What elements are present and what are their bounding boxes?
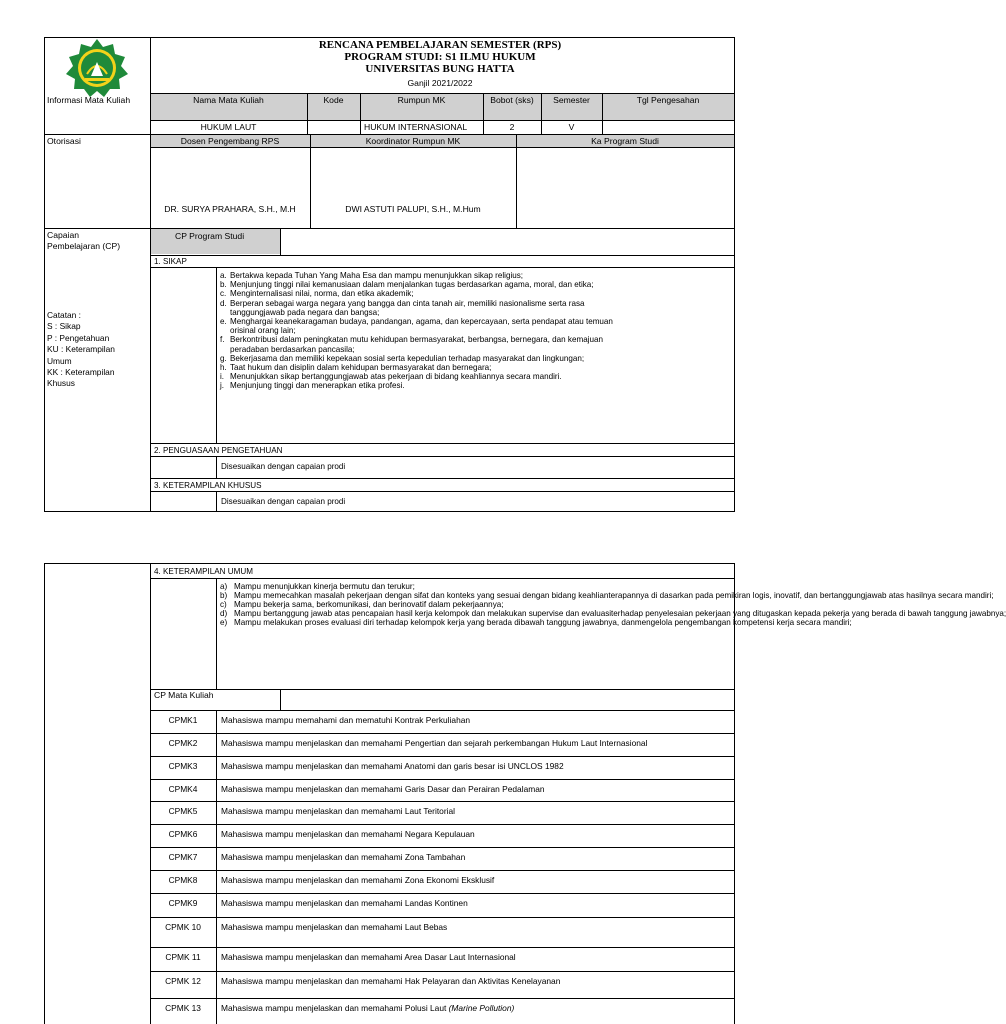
cpmk-description-text: Mahasiswa mampu menjelaskan dan memahami Laut Bebas [221, 922, 448, 932]
otorisasi-label: Otorisasi [47, 136, 81, 146]
list-item-text: Menunjukkan sikap bertanggungjawab atas pekerjaan di bidang keahliannya secara mandiri. [230, 372, 562, 382]
cpmk-description-text: Mahasiswa mampu menjelaskan dan memahami Zona Ekonomi Eksklusif [221, 875, 495, 885]
list-marker: a) [220, 582, 228, 591]
cpmk-row-divider [150, 779, 735, 780]
cp-note-line: KK : Keterampilan [47, 367, 115, 378]
cpmk-code: CPMK9 [168, 898, 198, 908]
pengetahuan-text: Disesuaikan dengan capaian prodi [221, 462, 346, 471]
cpmk-code: CPMK2 [168, 738, 198, 748]
col-tgl: Tgl Pengesahan [636, 95, 700, 105]
doc-title-line1: RENCANA PEMBELAJARAN SEMESTER (RPS) [318, 39, 562, 51]
col-nama-mk: Nama Mata Kuliah [193, 95, 264, 105]
list-item [220, 600, 1006, 609]
cpmk-description [221, 738, 647, 748]
cpmk-row-divider [150, 870, 735, 871]
cp-note-line: S : Sikap [47, 321, 81, 332]
list-item [220, 363, 613, 372]
col-semester: Semester [553, 95, 590, 105]
list-item [220, 609, 1006, 618]
cpmk-row-divider [150, 998, 735, 999]
cpmk-code: CPMK3 [168, 761, 198, 771]
val-koordinator: DWI ASTUTI PALUPI, S.H., M.Hum [345, 204, 481, 214]
list-item [220, 299, 613, 317]
cpmk-code: CPMK 12 [165, 976, 201, 986]
cpmk-description-text: Mahasiswa mampu menjelaskan dan memahami Landas Kontinen [221, 898, 468, 908]
list-marker: d. [220, 298, 227, 308]
list-item-text: Mampu memecahkan masalah pekerjaan dengan sifat dan konteks yang sesuai dengan bidang keahlian [234, 591, 609, 601]
col-rumpun: Rumpun MK [397, 95, 446, 105]
col-kaprodi: Ka Program Studi [591, 136, 659, 146]
val-dosen: DR. SURYA PRAHARA, S.H., M.H [164, 204, 296, 214]
cpmk-description [221, 829, 475, 839]
list-marker: d) [220, 609, 228, 619]
cpmk-description-text: Mahasiswa mampu menjelaskan dan memahami Negara Kepulauan [221, 829, 475, 839]
cpmk-description [221, 976, 560, 986]
list-item-text: terhadap penyelesaian pekerjaan yang ditugaskan kepada pekerja yang berada di bawah tanggung jawabnya; [611, 609, 1006, 619]
khusus-title: 3. KETERAMPILAN KHUSUS [154, 481, 262, 490]
list-item [220, 591, 1006, 600]
val-bobot: 2 [509, 122, 515, 132]
pengetahuan-title: 2. PENGUASAAN PENGETAHUAN [154, 446, 283, 455]
val-semester: V [568, 122, 575, 132]
cpmk-code: CPMK1 [168, 715, 198, 725]
list-item-text: mengelola pengembangan kompetensi kerja secara mandiri; [634, 618, 852, 628]
cpmk-description [221, 852, 465, 862]
list-item-text: tanggungjawab pada negara dan bangsa; [230, 307, 380, 317]
cpmk-code: CPMK7 [168, 852, 198, 862]
cpmk-description [221, 952, 516, 962]
list-item [220, 354, 613, 363]
list-item-text: Mampu bekerja sama, berkomunikasi, dan berinovatif dalam pekerjaannya; [234, 600, 504, 610]
cpmk-description-text: Mahasiswa mampu menjelaskan dan memahami Anatomi dan garis besar isi UNCLOS 1982 [221, 761, 564, 771]
cpmk-code: CPMK4 [168, 784, 198, 794]
list-marker: b) [220, 591, 228, 601]
cp-prodi-header: CP Program Studi [175, 231, 245, 241]
col-dosen: Dosen Pengembang RPS [180, 136, 280, 146]
cpmk-description-italic: (Marine Pollution) [448, 1003, 515, 1013]
sikap-title: 1. SIKAP [154, 257, 187, 266]
list-marker: f. [220, 335, 225, 345]
val-rumpun: HUKUM INTERNASIONAL [364, 122, 468, 132]
list-marker: i. [220, 372, 225, 382]
cpmk-description [221, 761, 564, 771]
cpmk-row-divider [150, 824, 735, 825]
col-koordinator: Koordinator Rumpun MK [365, 136, 461, 146]
list-item-text: Bertakwa kepada Tuhan Yang Maha Esa dan mampu menunjukkan sikap religius; [230, 271, 524, 280]
list-item-text: Mampu melakukan proses evaluasi diri terhadap kelompok kerja yang berada dibawah tanggung jawabnya, dan [234, 618, 635, 628]
cpmk-description [221, 875, 494, 885]
cp-note-line: P : Pengetahuan [47, 332, 110, 343]
cp-note-line: KU : Keterampilan [47, 344, 115, 355]
cpmk-row-divider [150, 756, 735, 757]
list-item-text: terapannya di dasarkan pada pemikiran logis, inovatif, dan bertanggungjawab atas hasilnya secara mandiri; [608, 591, 994, 601]
cp-note-line: Catatan : [47, 310, 81, 320]
list-item [220, 289, 613, 298]
cpmk-description-text: Mahasiswa mampu menjelaskan dan memahami Area Dasar Laut Internasional [221, 952, 516, 962]
list-marker: g. [220, 353, 227, 363]
list-item [220, 381, 613, 390]
cpmk-row-divider [150, 893, 735, 894]
cpmk-description-text: Mahasiswa mampu menjelaskan dan memahami Garis Dasar dan Perairan Pedalaman [221, 784, 545, 794]
sikap-list [220, 271, 613, 391]
cpmk-row-divider [150, 971, 735, 972]
cp-note-line: Umum [47, 355, 72, 366]
list-item-text: Menginternalisasi nilai, norma, dan etika akademik; [230, 289, 414, 299]
list-item [220, 335, 613, 353]
cpmk-code: CPMK5 [168, 806, 198, 816]
cpmk-code: CPMK 11 [165, 952, 201, 962]
cpmk-row-divider [150, 801, 735, 802]
cpmk-description-text: Mahasiswa mampu menjelaskan dan memahami Laut Teritorial [221, 806, 455, 816]
cpmk-code: CPMK 13 [165, 1003, 201, 1013]
cpmk-description [221, 715, 470, 725]
cp-mk-header: CP Mata Kuliah [154, 690, 214, 700]
cpmk-description-text: Mahasiswa mampu menjelaskan dan memahami Zona Tambahan [221, 852, 466, 862]
list-item-text: Menjunjung tinggi nilai kemanusiaan dalam menjalankan tugas berdasarkan agama, moral, dan etika; [230, 280, 594, 290]
cpmk-description-text: Mahasiswa mampu menjelaskan dan memahami Pengertian dan sejarah perkembangan Hukum Laut Internasional [221, 738, 648, 748]
list-marker: e) [220, 618, 228, 628]
cpmk-description [221, 922, 447, 932]
umum-title: 4. KETERAMPILAN UMUM [154, 567, 253, 576]
list-marker: a. [220, 271, 227, 280]
list-item [220, 618, 1006, 627]
list-item-text: Menghargai keanekaragaman budaya, pandangan, agama, dan kepercayaan, serta pendapat atau temuan [230, 317, 613, 327]
doc-semester: Ganjil 2021/2022 [407, 78, 473, 88]
cpmk-row-divider [150, 917, 735, 918]
cpmk-code: CPMK8 [168, 875, 198, 885]
list-item-text: Bekerjasama dan memiliki kepekaan sosial serta kepedulian terhadap masyarakat dan lingkungan; [230, 353, 585, 363]
cpmk-description-text: Mahasiswa mampu memahami dan mematuhi Kontrak Perkuliahan [221, 715, 471, 725]
list-item [220, 372, 613, 381]
val-nama-mk: HUKUM LAUT [200, 122, 257, 132]
list-marker: c) [220, 600, 227, 610]
info-label: Informasi Mata Kuliah [47, 95, 131, 105]
list-item-text: Menjunjung tinggi dan menerapkan etika profesi. [230, 381, 405, 391]
list-item [220, 317, 613, 335]
doc-title-line2: PROGRAM STUDI: S1 ILMU HUKUM [344, 51, 536, 63]
doc-title-line3: UNIVERSITAS BUNG HATTA [365, 63, 515, 75]
list-item [220, 280, 613, 289]
list-item-text: orisinal orang lain; [230, 326, 296, 336]
cpmk-row-divider [150, 733, 735, 734]
cpmk-row-divider [150, 947, 735, 948]
list-marker: j. [220, 381, 225, 391]
list-marker: e. [220, 317, 227, 327]
list-item-text: Taat hukum dan disiplin dalam kehidupan bermasyarakat dan bernegara; [230, 363, 492, 373]
cpmk-description [221, 1003, 514, 1013]
cpmk-row-divider [150, 847, 735, 848]
cpmk-description-text: Mahasiswa mampu menjelaskan dan memahami Hak Pelayaran dan Aktivitas Kenelayanan [221, 976, 561, 986]
cp-label-line1: Capaian [47, 230, 80, 240]
cpmk-description-text: Mahasiswa mampu menjelaskan dan memahami Polusi Laut [221, 1003, 447, 1013]
list-item-text: peradaban berdasarkan pancasila; [230, 344, 355, 354]
cp-notes [47, 310, 115, 390]
list-item-text: Berkontribusi dalam peningkatan mutu kehidupan bermasyarakat, berbangsa, bernegara, dan kemajuan [230, 335, 603, 345]
list-marker: c. [220, 289, 227, 299]
cpmk-code: CPMK 10 [165, 922, 201, 932]
khusus-text: Disesuaikan dengan capaian prodi [221, 497, 346, 506]
col-bobot: Bobot (sks) [490, 95, 534, 105]
cp-note-line: Khusus [47, 378, 75, 389]
umum-list [220, 582, 1006, 627]
list-item-text: Mampu bertanggung jawab atas pencapaian hasil kerja kelompok dan melakukan supervise dan evaluasi [234, 609, 612, 619]
list-marker: h. [220, 363, 227, 373]
cpmk-code: CPMK6 [168, 829, 198, 839]
cp-label-line2: Pembelajaran (CP) [47, 241, 121, 251]
university-logo-icon [65, 38, 129, 98]
list-item [220, 582, 1006, 591]
cpmk-description [221, 784, 545, 794]
list-marker: b. [220, 280, 227, 290]
list-item-text: Mampu menunjukkan kinerja bermutu dan terukur; [234, 582, 415, 591]
list-item-text: Berperan sebagai warga negara yang bangga dan cinta tanah air, memiliki nasionalisme serta rasa [230, 298, 585, 308]
list-item [220, 271, 613, 280]
col-kode: Kode [323, 95, 344, 105]
cpmk-description [221, 898, 468, 908]
cpmk-description [221, 806, 455, 816]
